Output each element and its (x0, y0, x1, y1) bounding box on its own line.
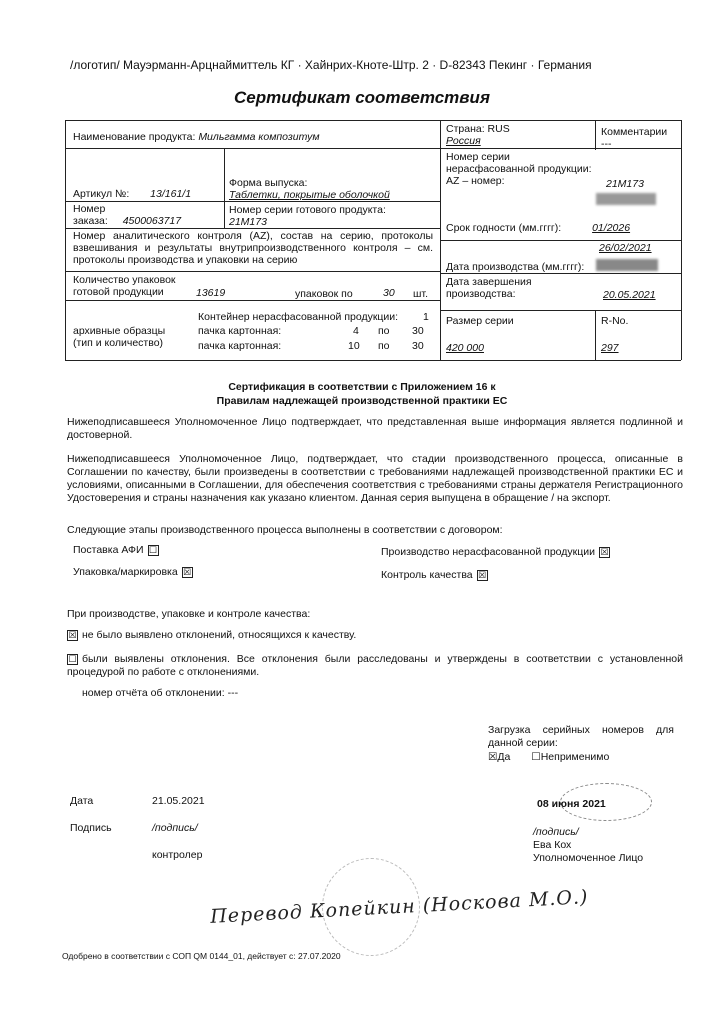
name-right: Ева Кох (533, 839, 572, 851)
packaging-label: Упаковка/маркировка (73, 566, 178, 578)
page-title: Сертификат соответствия (234, 88, 490, 107)
date-left: 21.05.2021 (152, 795, 205, 807)
form-value: Таблетки, покрытые оболочкой (229, 189, 390, 201)
batch-size-value: 420 000 (446, 342, 484, 354)
completion-value: 20.05.2021 (603, 289, 656, 301)
during-label: При производстве, упаковке и контроле качества: (67, 608, 311, 620)
az-label: AZ – номер: (446, 175, 505, 187)
archive-label-2: (тип и количество) (73, 337, 164, 349)
article-label: Артикул №: (73, 188, 130, 200)
production-date-label: Дата производства (мм.гггг): (446, 261, 585, 273)
comments-field (601, 126, 667, 150)
pack1-qty: 4 (353, 325, 359, 337)
packaging-option (73, 566, 193, 579)
api-supply-option (73, 544, 159, 557)
completion-label-2: производства: (446, 288, 516, 300)
order-label-2: заказа: (73, 215, 108, 227)
rno-value: 297 (601, 342, 619, 354)
rno-label: R-No. (601, 315, 629, 327)
form-label: Форма выпуска: (229, 177, 308, 189)
deviation-report: номер отчёта об отклонении: --- (82, 687, 239, 699)
bulk-production-option (381, 546, 610, 559)
serial-options (488, 751, 609, 764)
country-label: Страна: RUS (446, 123, 510, 135)
cert-paragraph-1: Нижеподписавшееся Уполномоченное Лицо подтверждает, что представленная выше информация является подлинной и достоверной. (67, 416, 683, 441)
serial-yes-mark: ☒ (488, 751, 498, 763)
pack1-per: 30 (412, 325, 424, 337)
expiry-field (446, 222, 630, 234)
serial-text: Загрузка серийных номеров для данной серии: (488, 724, 674, 749)
bulk-batch-label: Номер серии нерасфасованной продукции: (446, 151, 592, 175)
no-deviations-option (67, 629, 356, 642)
finished-batch-value: 21M173 (229, 216, 267, 228)
packages-unit: шт. (413, 288, 428, 300)
production-date-stamp (596, 259, 658, 271)
no-deviations-checkbox: ☒ (68, 629, 77, 640)
footer-note: Одобрено в соответствии с СОП QM 0144_01, действует с: 27.07.2020 (62, 951, 341, 961)
product-field (73, 131, 320, 143)
container-value: 1 (423, 311, 429, 323)
date-right: 08 июня 2021 (537, 798, 606, 810)
controller-label: контролер (152, 849, 203, 861)
packaging-checkbox: ☒ (183, 566, 192, 577)
bulk-batch-value: 21M173 (606, 178, 644, 190)
serial-na-label: Неприменимо (540, 751, 610, 763)
deviations-label: были выявлены отклонения. Все отклонения были расследованы и утверждены в соответствии с установленной процедурой по работе с отклонениями. (67, 653, 683, 678)
pack2-per: 30 (412, 340, 424, 352)
bulk-production-label: Производство нерасфасованной продукции (381, 546, 595, 558)
order-label-1: Номер (73, 203, 106, 215)
order-value: 4500063717 (122, 215, 182, 227)
az-description: Номер аналитического контроля (AZ), состав на серию, протоколы взвешивания и результаты внутрипроизводственного контроля – см. протоколы производства и упаковки на серию (73, 230, 433, 266)
completion-label-1: Дата завершения (446, 276, 532, 288)
bulk-batch-field (446, 151, 596, 187)
az-number-redacted (596, 193, 656, 205)
packages-by: упаковок по (295, 288, 353, 300)
packages-label-1: Количество упаковок (73, 274, 176, 286)
form-field (229, 177, 390, 201)
pack1-row (198, 325, 434, 337)
quality-control-option (381, 569, 488, 582)
packages-value: 13619 (196, 287, 226, 299)
api-supply-checkbox: ☐ (148, 544, 158, 555)
serial-yes-label: Да (497, 751, 511, 763)
completion-field (446, 276, 532, 300)
production-date-value: 26/02/2021 (599, 242, 652, 254)
quality-control-checkbox: ☒ (478, 569, 487, 580)
quality-control-label: Контроль качества (381, 569, 473, 581)
finished-batch-label: Номер серии готового продукта: (229, 204, 386, 216)
batch-size-label: Размер серии (446, 315, 514, 327)
letterhead: /логотип/ Мауэрманн-Арцнаймиттель КГ · Хайнрих-Кноте-Штр. 2 · D-82343 Пекинг · Германия (70, 58, 592, 72)
order-field (73, 203, 181, 227)
archive-label-1: архивные образцы (73, 325, 166, 337)
article-field (73, 188, 191, 200)
cert-heading-1: Сертификация в соответствии с Приложением 16 к (228, 381, 496, 393)
bulk-production-checkbox: ☒ (600, 546, 609, 557)
packages-label-2: готовой продукции (73, 286, 164, 298)
api-supply-label: Поставка АФИ (73, 544, 144, 556)
cert-paragraph-2: Нижеподписавшееся Уполномоченное Лицо, подтверждает, что стадии производственного процесса, описанные в Соглашении по качеству, были произведены в соответствии с требованиями надлежащей производственной практики ЕС и условиями, описанными в Соглашении, для обеспечения соответствия с требованиями страны держателя Регистрационного Удостоверения и страны назначения как указано клиентом. Данная серия выпущена в обращение / на экспорт. (67, 453, 683, 504)
serial-na-mark: ☐ (531, 751, 541, 763)
sign-label: Подпись (70, 822, 112, 834)
role-right: Уполномоченное Лицо (533, 852, 644, 864)
handwritten-translator-signature: Перевод Копейкин (Носкова М.О.) (209, 886, 589, 928)
expiry-label: Срок годности (мм.гггг): (446, 222, 562, 234)
comments-value: --- (601, 138, 612, 150)
finished-batch-field (229, 204, 386, 228)
no-deviations-label: не было выявлено отклонений, относящихся к качеству. (82, 629, 357, 641)
product-label: Наименование продукта: (73, 131, 196, 143)
packages-field (73, 274, 176, 298)
container-row (198, 311, 429, 323)
deviations-option (67, 653, 683, 679)
pack1-label: пачка картонная: (198, 325, 282, 337)
pack1-by: по (378, 325, 390, 337)
pack2-row (198, 340, 434, 352)
cert-heading-2: Правилам надлежащей производственной практики ЕС (216, 395, 508, 407)
pack2-by: по (378, 340, 390, 352)
date-label: Дата (70, 795, 94, 807)
signed-left: /подпись/ (152, 822, 198, 834)
deviations-checkbox: ☐ (68, 653, 77, 664)
country-field (446, 123, 510, 147)
cert-heading (0, 380, 724, 408)
packages-per: 30 (383, 287, 395, 299)
expiry-value: 01/2026 (592, 222, 631, 234)
comments-label: Комментарии (601, 126, 668, 138)
archive-field (73, 325, 165, 349)
pack2-qty: 10 (348, 340, 360, 352)
pack2-label: пачка картонная: (198, 340, 282, 352)
stages-intro: Следующие этапы производственного процесса выполнены в соответствии с договором: (67, 524, 503, 536)
signed-right: /подпись/ (533, 826, 579, 838)
container-label: Контейнер нерасфасованной продукции: (198, 311, 399, 323)
product-value: Мильгамма композитум (198, 131, 320, 143)
country-value: Россия (446, 135, 481, 147)
article-value: 13/161/1 (150, 188, 192, 200)
